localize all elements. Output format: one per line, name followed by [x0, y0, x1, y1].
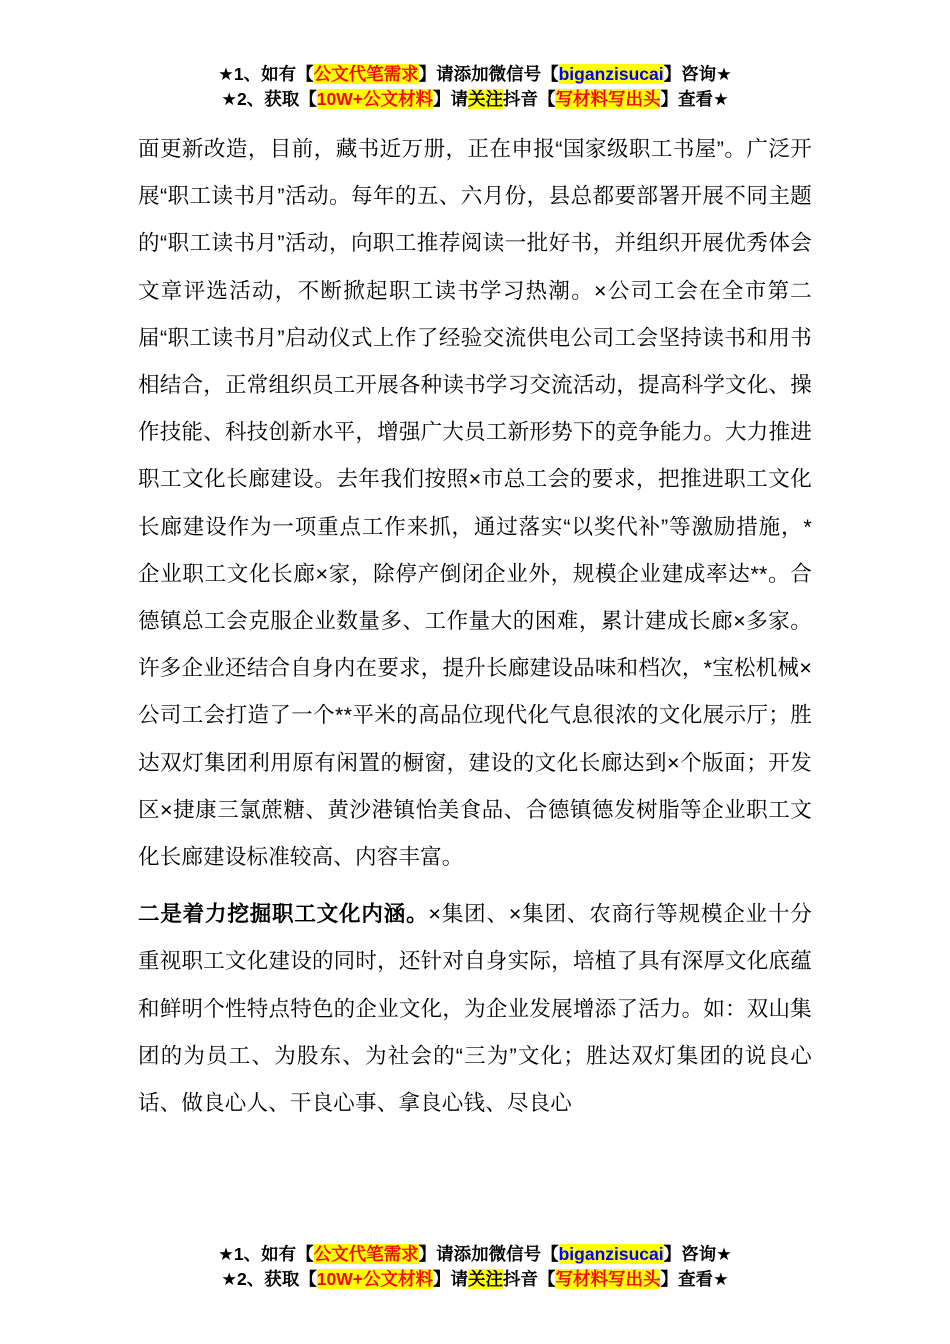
promo-line2-highlight-1: 10W+公文材料 [316, 89, 433, 109]
document-body [138, 126, 812, 1127]
paragraph-spacer [138, 881, 812, 891]
promo-line1-seg1: 1、如有【 [233, 64, 314, 84]
promo-bottom-line1-wechat-id: biganzisucai [558, 1244, 664, 1264]
promo-bottom-line2-douyin-name: 写材料写出头 [555, 1269, 661, 1289]
promo-line1-highlight-1: 公文代笔需求 [313, 64, 419, 84]
promo-line2-seg4: 】查看 [660, 89, 713, 109]
paragraph-2-heading: 二是着力挖掘职工文化内涵。 [138, 902, 429, 927]
promo-line1-seg2: 】请添加微信号【 [418, 64, 559, 84]
promo-bottom-line1-highlight-1: 公文代笔需求 [313, 1244, 419, 1264]
promo-bottom-line2-follow-label: 关注 [467, 1269, 503, 1289]
star-left-icon-2: ★ [221, 89, 238, 109]
promo-banner-top [138, 0, 812, 112]
paragraph-2 [138, 891, 812, 1127]
paragraph-1: 面更新改造，目前，藏书近万册，正在申报“国家级职工书屋”。广泛开展“职工读书月”活动。每年的五、六月份，县总都要部署开展不同主题的“职工读书月”活动，向职工推荐阅读一批好书，并组织开展优秀体会文章评选活动，不断掀起职工读书学习热潮。×公司工会在全市第二届“职工读书月”启动仪式上作了经验交流供电公司工会坚持读书和用书相结合，正常组织员工开展各种读书学习交流活动，提高科学文化、操作技能、科技创新水平，增强广大员工新形势下的竞争能力。大力推进职工文化长廊建设。去年我们按照×市总工会的要求，把推进职工文化长廊建设作为一项重点工作来抓，通过落实“以奖代补”等激励措施，*企业职工文化长廊×家，除停产倒闭企业外，规模企业建成率达**。合德镇总工会克服企业数量多、工作量大的困难，累计建成长廊×多家。许多企业还结合自身内在要求，提升长廊建设品味和档次，*宝松机械×公司工会打造了一个**平米的高品位现代化气息很浓的文化展示厅；胜达双灯集团利用原有闲置的橱窗，建设的文化长廊达到×个版面；开发区×捷康三氯蔗糖、黄沙港镇怡美食品、合德镇德发树脂等企业职工文化长廊建设标准较高、内容丰富。 [138, 137, 812, 870]
star-left-icon-3: ★ [218, 1244, 234, 1264]
promo-banner-line-2 [138, 87, 812, 112]
promo-banner-line-1 [138, 62, 812, 87]
star-left-icon: ★ [218, 64, 234, 84]
promo-bottom-line2-seg2: 】请 [432, 1269, 468, 1289]
promo-bottom-line2-highlight-1: 10W+公文材料 [316, 1269, 433, 1289]
promo-bottom-line2-seg3: 抖音【 [502, 1269, 556, 1289]
promo-line2-seg1: 2、获取【 [237, 89, 317, 109]
promo-banner-bottom [0, 1242, 950, 1292]
star-left-icon-4: ★ [221, 1269, 238, 1289]
star-right-icon-2: ★ [712, 89, 729, 109]
star-right-icon-4: ★ [712, 1269, 729, 1289]
promo-line1-wechat-id: biganzisucai [558, 64, 664, 84]
promo-line2-douyin-name: 写材料写出头 [555, 89, 661, 109]
promo-line1-seg3: 】咨询 [663, 64, 717, 84]
promo-line2-seg2: 】请 [432, 89, 468, 109]
star-right-icon-3: ★ [716, 1244, 732, 1264]
promo-bottom-line2-seg1: 2、获取【 [237, 1269, 317, 1289]
paragraph-2-text: ×集团、×集团、农商行等规模企业十分重视职工文化建设的同时，还针对自身实际，培植了具有深厚文化底蕴和鲜明个性特点特色的企业文化，为企业发展增添了活力。如：双山集团的为员工、为股东、为社会的“三为”文化；胜达双灯集团的说良心话、做良心人、干良心事、拿良心钱、尽良心 [138, 902, 812, 1116]
star-right-icon: ★ [716, 64, 732, 84]
promo-bottom-line1-seg1: 1、如有【 [233, 1244, 314, 1264]
promo-line2-follow-label: 关注 [467, 89, 503, 109]
promo-bottom-line2-seg4: 】查看 [660, 1269, 713, 1289]
promo-banner-bottom-line-2 [0, 1267, 950, 1292]
promo-bottom-line1-seg2: 】请添加微信号【 [418, 1244, 559, 1264]
promo-bottom-line1-seg3: 】咨询 [663, 1244, 717, 1264]
promo-banner-bottom-line-1 [0, 1242, 950, 1267]
promo-line2-seg3: 抖音【 [502, 89, 556, 109]
